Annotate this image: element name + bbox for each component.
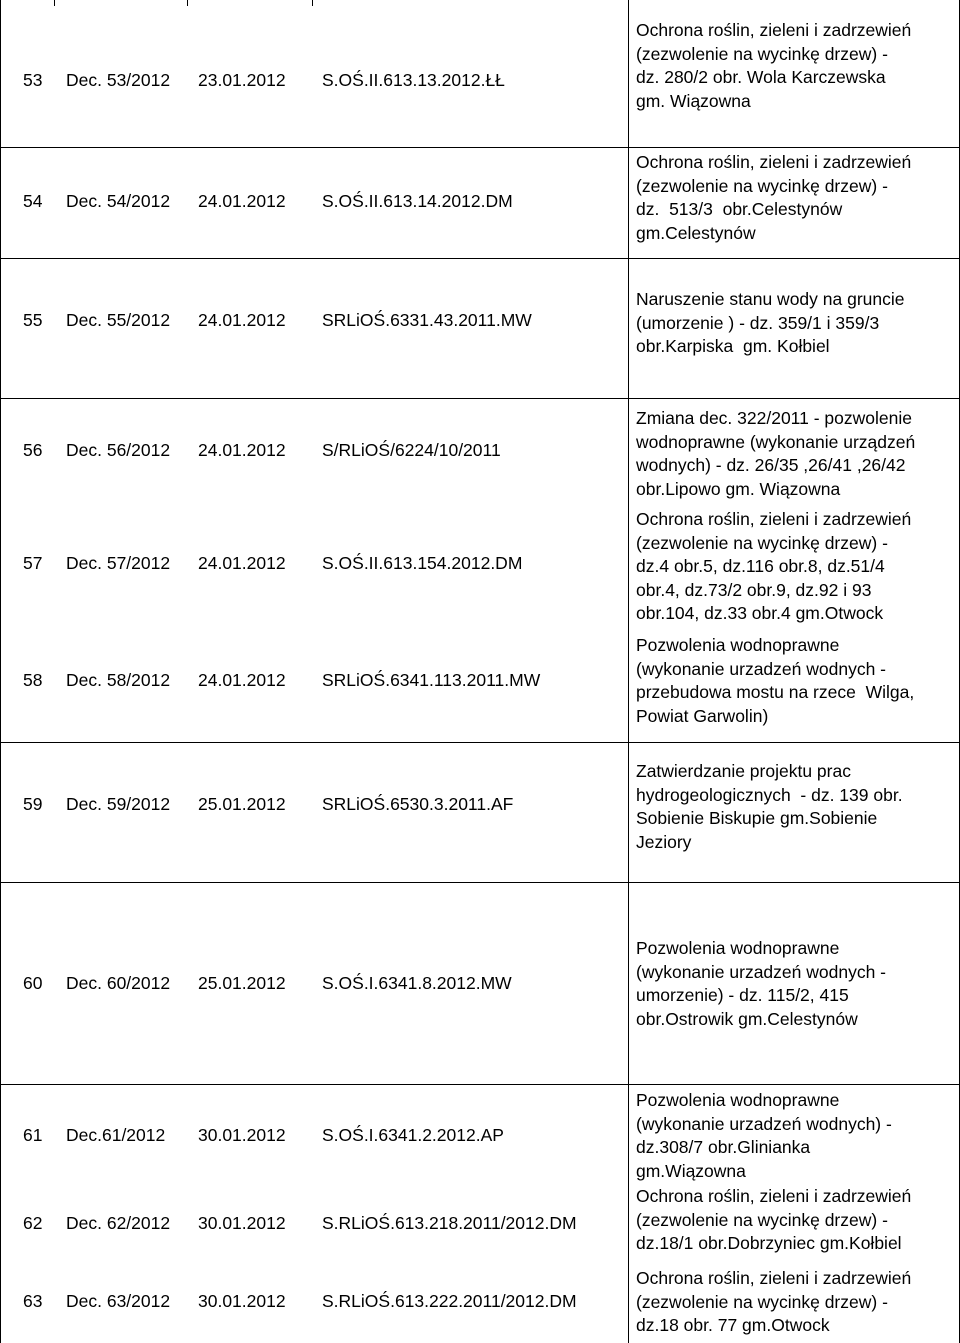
- row-divider: [0, 147, 960, 148]
- cell-dec: Dec. 57/2012: [66, 553, 171, 573]
- cell-sig: S/RLiOŚ/6224/10/2011: [322, 440, 501, 460]
- cell-dec: Dec.61/2012: [66, 1125, 166, 1145]
- cell-description-line: gm.Celestynów: [636, 222, 756, 243]
- grid-line-top: [54, 0, 55, 6]
- cell-no: 57: [23, 553, 43, 573]
- cell-description-line: Ochrona roślin, zieleni i zadrzewień: [636, 20, 912, 40]
- cell-sig: S.OŚ.II.613.154.2012.DM: [322, 553, 523, 573]
- cell-no: 55: [23, 310, 43, 330]
- cell-dec: Dec. 59/2012: [66, 794, 171, 814]
- cell-dec: Dec. 53/2012: [66, 70, 171, 90]
- cell-description-line: dz. 513/3 obr.Celestynów: [636, 199, 843, 219]
- cell-description-line: Pozwolenia wodnoprawne: [636, 938, 840, 958]
- cell-description-line: dz.18 obr. 77 gm.Otwock: [636, 1315, 830, 1335]
- row-divider: [0, 1084, 960, 1085]
- row-divider: [0, 882, 960, 883]
- cell-dec: Dec. 62/2012: [66, 1213, 171, 1233]
- cell-date: 24.01.2012: [198, 553, 286, 573]
- cell-description-line: gm. Wiązowna: [636, 90, 751, 111]
- cell-description-line: (zezwolenie na wycinkę drzew) -: [636, 43, 888, 64]
- cell-description-line: (zezwolenie na wycinkę drzew) -: [636, 175, 888, 196]
- cell-description-line: Zmiana dec. 322/2011 - pozwolenie: [636, 408, 912, 428]
- grid-line-top: [312, 0, 313, 6]
- cell-description-line: (zezwolenie na wycinkę drzew) -: [636, 532, 888, 553]
- cell-sig: S.OŚ.I.6341.8.2012.MW: [322, 973, 512, 993]
- cell-description-line: Ochrona roślin, zieleni i zadrzewień: [636, 1186, 912, 1206]
- cell-dec: Dec. 55/2012: [66, 310, 171, 330]
- cell-description-line: Naruszenie stanu wody na gruncie: [636, 289, 905, 309]
- cell-description-line: wodnoprawne (wykonanie urządzeń: [636, 431, 916, 452]
- cell-no: 62: [23, 1213, 43, 1233]
- cell-description-line: gm.Wiązowna: [636, 1160, 746, 1181]
- cell-no: 53: [23, 70, 43, 90]
- cell-no: 61: [23, 1125, 43, 1145]
- grid-line-top: [187, 0, 188, 6]
- cell-date: 30.01.2012: [198, 1291, 286, 1311]
- cell-sig: S.OŚ.I.6341.2.2012.AP: [322, 1125, 504, 1145]
- cell-description-line: Powiat Garwolin): [636, 705, 769, 726]
- cell-description-line: Zatwierdzanie projektu prac: [636, 761, 851, 781]
- cell-description-line: (zezwolenie na wycinkę drzew) -: [636, 1291, 888, 1312]
- cell-description-line: (zezwolenie na wycinkę drzew) -: [636, 1209, 888, 1230]
- cell-sig: S.OŚ.II.613.14.2012.DM: [322, 191, 513, 211]
- cell-description-line: hydrogeologicznych - dz. 139 obr.: [636, 784, 903, 805]
- cell-description-line: obr.Ostrowik gm.Celestynów: [636, 1008, 858, 1029]
- cell-description-line: obr.104, dz.33 obr.4 gm.Otwock: [636, 603, 884, 623]
- row-divider: [0, 742, 960, 743]
- cell-description-line: dz.308/7 obr.Glinianka: [636, 1137, 811, 1157]
- cell-no: 60: [23, 973, 43, 993]
- cell-description-line: przebudowa mostu na rzece Wilga,: [636, 682, 915, 702]
- cell-date: 25.01.2012: [198, 973, 286, 993]
- cell-dec: Dec. 56/2012: [66, 440, 171, 460]
- cell-date: 24.01.2012: [198, 310, 286, 330]
- cell-date: 24.01.2012: [198, 191, 286, 211]
- cell-no: 56: [23, 440, 43, 460]
- cell-dec: Dec. 60/2012: [66, 973, 171, 993]
- cell-sig: S.RLiOŚ.613.222.2011/2012.DM: [322, 1291, 577, 1311]
- cell-description-line: wodnych) - dz. 26/35 ,26/41 ,26/42: [636, 455, 906, 475]
- cell-date: 30.01.2012: [198, 1125, 286, 1145]
- cell-date: 25.01.2012: [198, 794, 286, 814]
- cell-description-line: Sobienie Biskupie gm.Sobienie: [636, 808, 878, 828]
- cell-description-line: Jeziory: [636, 831, 692, 852]
- cell-description-line: umorzenie) - dz. 115/2, 415: [636, 985, 849, 1005]
- grid-line-v0: [0, 0, 1, 1343]
- cell-description-line: obr.Karpiska gm. Kołbiel: [636, 336, 830, 356]
- cell-description-line: Ochrona roślin, zieleni i zadrzewień: [636, 1268, 912, 1288]
- cell-sig: S.OŚ.II.613.13.2012.ŁŁ: [322, 70, 505, 90]
- grid-line-v1: [628, 0, 629, 1343]
- cell-dec: Dec. 58/2012: [66, 670, 171, 690]
- cell-date: 30.01.2012: [198, 1213, 286, 1233]
- cell-dec: Dec. 54/2012: [66, 191, 171, 211]
- cell-date: 24.01.2012: [198, 440, 286, 460]
- cell-description-line: (umorzenie ) - dz. 359/1 i 359/3: [636, 312, 880, 333]
- cell-no: 63: [23, 1291, 43, 1311]
- cell-description-line: Ochrona roślin, zieleni i zadrzewień: [636, 509, 912, 529]
- cell-date: 24.01.2012: [198, 670, 286, 690]
- cell-sig: SRLiOŚ.6341.113.2011.MW: [322, 670, 541, 690]
- cell-description-line: (wykonanie urzadzeń wodnych) -: [636, 1113, 892, 1134]
- cell-no: 59: [23, 794, 43, 814]
- cell-description-line: dz.18/1 obr.Dobrzyniec gm.Kołbiel: [636, 1233, 902, 1253]
- cell-no: 54: [23, 191, 43, 211]
- cell-sig: SRLiOŚ.6530.3.2011.AF: [322, 794, 514, 814]
- cell-description-line: (wykonanie urzadzeń wodnych -: [636, 658, 886, 679]
- cell-sig: S.RLiOŚ.613.218.2011/2012.DM: [322, 1213, 577, 1233]
- cell-description-line: Pozwolenia wodnoprawne: [636, 1090, 840, 1110]
- cell-description-line: dz. 280/2 obr. Wola Karczewska: [636, 67, 886, 87]
- cell-description-line: obr.Lipowo gm. Wiązowna: [636, 478, 841, 499]
- row-divider: [0, 258, 960, 259]
- cell-description-line: obr.4, dz.73/2 obr.9, dz.92 i 93: [636, 579, 872, 600]
- cell-description-line: dz.4 obr.5, dz.116 obr.8, dz.51/4: [636, 556, 885, 576]
- cell-sig: SRLiOŚ.6331.43.2011.MW: [322, 310, 532, 330]
- cell-no: 58: [23, 670, 43, 690]
- cell-dec: Dec. 63/2012: [66, 1291, 171, 1311]
- cell-date: 23.01.2012: [198, 70, 286, 90]
- cell-description-line: Pozwolenia wodnoprawne: [636, 635, 840, 655]
- row-divider: [0, 398, 960, 399]
- cell-description-line: Ochrona roślin, zieleni i zadrzewień: [636, 152, 912, 172]
- cell-description-line: (wykonanie urzadzeń wodnych -: [636, 961, 886, 982]
